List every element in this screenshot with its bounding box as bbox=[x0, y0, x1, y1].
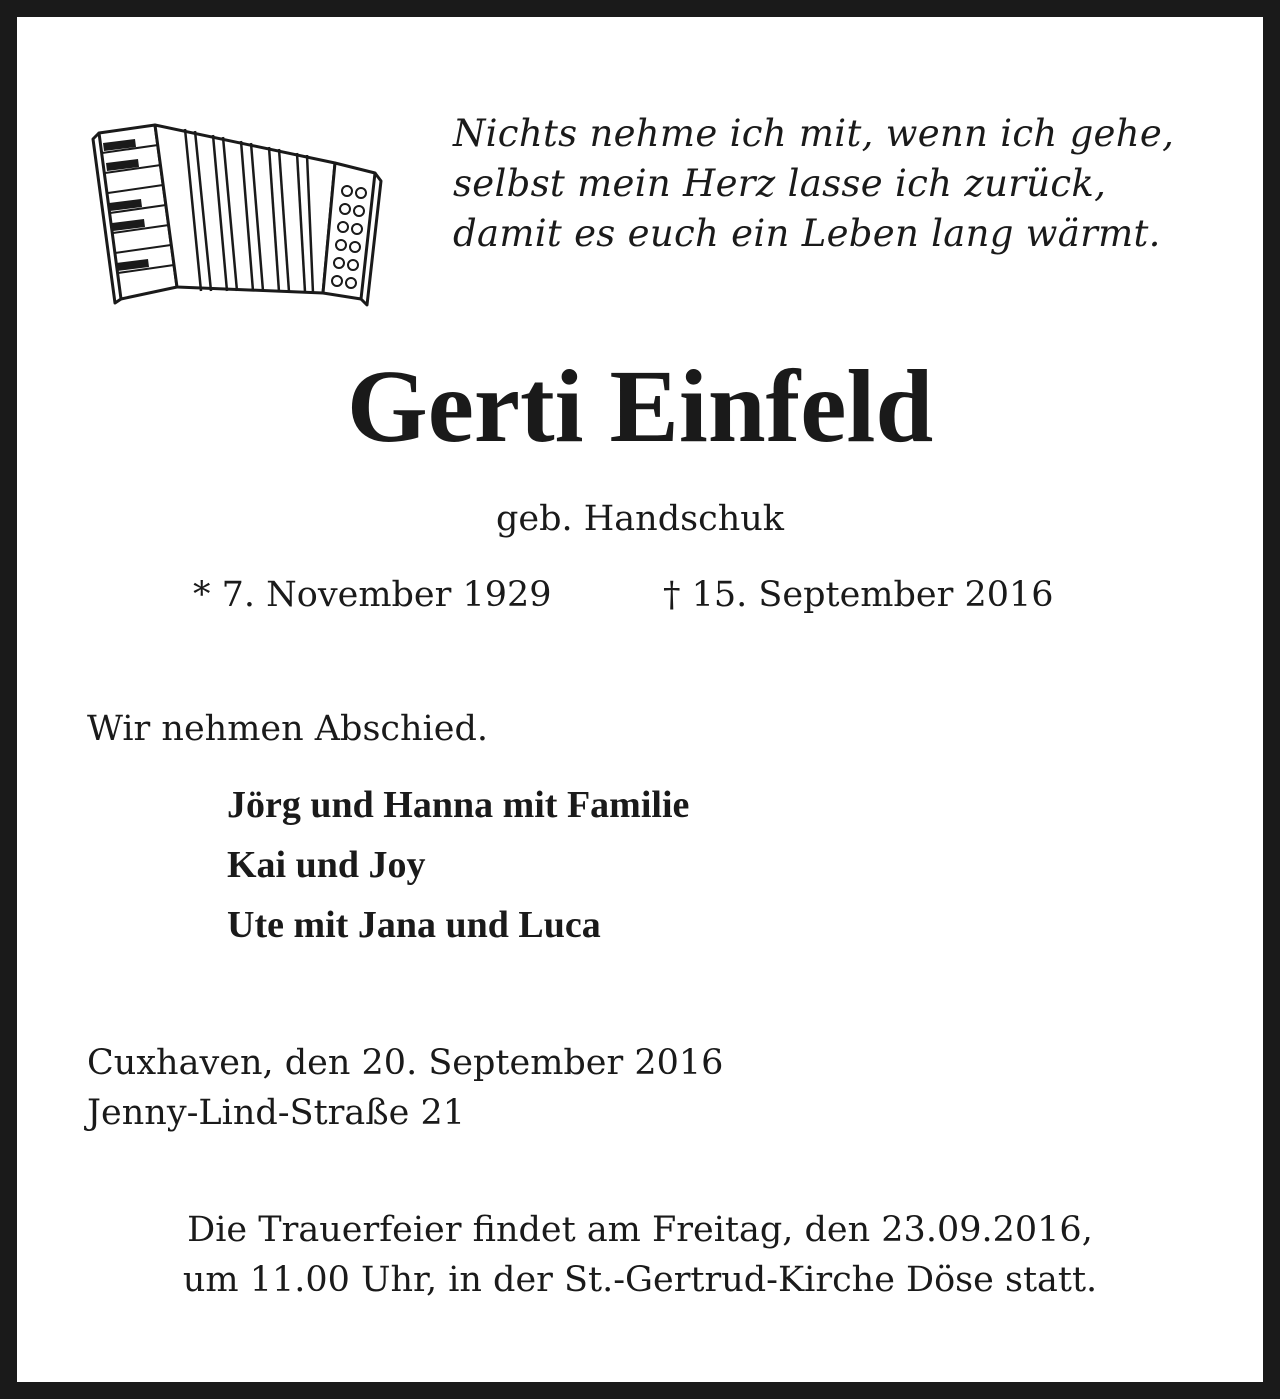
notice-line: um 11.00 Uhr, in der St.-Gertrud-Kirche Döse statt. bbox=[182, 1260, 1098, 1300]
verse-line: damit es euch ein Leben lang wärmt. bbox=[453, 212, 1161, 255]
farewell-text: Wir nehmen Abschied. bbox=[87, 709, 488, 749]
verse-line: Nichts nehme ich mit, wenn ich gehe, bbox=[453, 112, 1175, 155]
funeral-notice bbox=[17, 1205, 1263, 1305]
maiden-name: geb. Handschuk bbox=[496, 499, 784, 539]
mourner-item: Jörg und Hanna mit Familie bbox=[227, 784, 690, 826]
death-date: † 15. September 2016 bbox=[663, 575, 1054, 615]
deceased-name: Gerti Einfeld bbox=[346, 349, 934, 464]
address: Jenny-Lind-Straße 21 bbox=[87, 1093, 466, 1133]
place-date: Cuxhaven, den 20. September 2016 bbox=[87, 1043, 724, 1083]
verse-quote bbox=[453, 109, 1174, 259]
accordion-icon bbox=[85, 103, 385, 313]
verse-line: selbst mein Herz lasse ich zurück, bbox=[453, 162, 1107, 205]
birth-date: * 7. November 1929 bbox=[193, 575, 552, 615]
mourner-item: Kai und Joy bbox=[227, 844, 426, 886]
mourner-item: Ute mit Jana und Luca bbox=[227, 904, 601, 946]
mourners-list bbox=[227, 775, 689, 955]
notice-line: Die Trauerfeier findet am Freitag, den 23.09.2016, bbox=[187, 1210, 1093, 1250]
